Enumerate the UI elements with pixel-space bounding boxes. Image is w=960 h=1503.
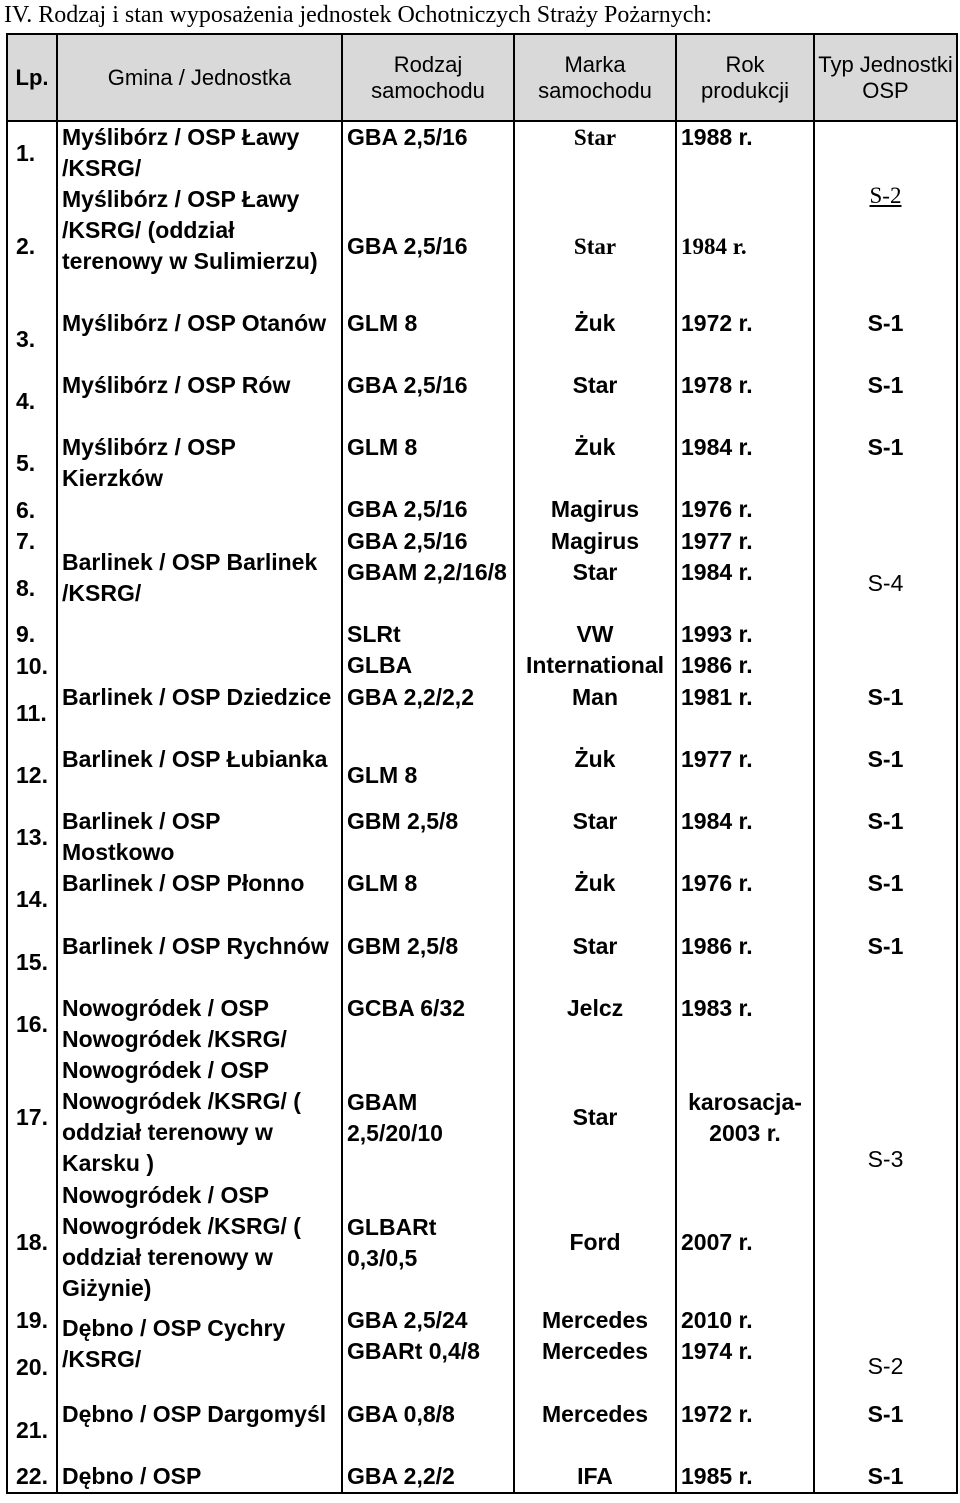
cell-rodzaj: GBA 2,5/16: [342, 121, 514, 184]
cell-gmina: Dębno / OSP Dargomyśl: [57, 1399, 342, 1461]
cell-marka: IFA: [514, 1461, 676, 1493]
cell-rok: 1986 r.: [676, 931, 814, 993]
cell-typ: S-2: [814, 121, 957, 308]
cell-marka: International: [514, 650, 676, 682]
cell-rodzaj: GLM 8: [342, 744, 514, 806]
cell-rodzaj: GBAM 2,5/20/10: [342, 1055, 514, 1180]
cell-rodzaj: GBA 2,2/2,2: [342, 682, 514, 744]
cell-typ: S-3: [814, 993, 957, 1305]
cell-rok: 1993 r.: [676, 619, 814, 650]
cell-marka: Man: [514, 682, 676, 744]
cell-typ: S-4: [814, 494, 957, 682]
cell-marka: Star: [514, 557, 676, 619]
cell-lp: 22.: [7, 1461, 57, 1493]
table-row: [7, 682, 957, 744]
header-typ: Typ Jednostki OSP: [814, 34, 957, 121]
cell-marka: Star: [514, 370, 676, 432]
cell-lp: 3.: [7, 308, 57, 370]
cell-lp: 4.: [7, 370, 57, 432]
cell-lp: 18.: [7, 1180, 57, 1305]
cell-rok: 1986 r.: [676, 650, 814, 682]
cell-marka: Star: [514, 121, 676, 184]
cell-gmina: Myślibórz / OSP Ławy /KSRG/ (oddział terenowy w Sulimierzu): [57, 184, 342, 308]
cell-rok: karosacja-2003 r.: [676, 1055, 814, 1180]
cell-rodzaj: GLBA: [342, 650, 514, 682]
cell-gmina: Dębno / OSP Cychry /KSRG/: [57, 1305, 342, 1399]
cell-lp: 5.: [7, 432, 57, 494]
cell-rodzaj: GBM 2,5/8: [342, 806, 514, 868]
cell-marka: Jelcz: [514, 993, 676, 1055]
table-row: [7, 931, 957, 993]
cell-rodzaj: GLM 8: [342, 432, 514, 494]
cell-gmina: Myślibórz / OSP Otanów: [57, 308, 342, 370]
cell-marka: Mercedes: [514, 1399, 676, 1461]
cell-rodzaj: GBA 0,8/8: [342, 1399, 514, 1461]
cell-rodzaj: GCBA 6/32: [342, 993, 514, 1055]
table-row: [7, 868, 957, 931]
cell-lp: 17.: [7, 1055, 57, 1180]
cell-rodzaj: GBA 2,5/16: [342, 370, 514, 432]
cell-lp: 10.: [7, 650, 57, 682]
cell-rodzaj: GBA 2,5/24: [342, 1305, 514, 1336]
cell-rok: 1984 r.: [676, 806, 814, 868]
cell-lp: 20.: [7, 1336, 57, 1399]
table-row: [7, 308, 957, 370]
cell-lp: 8.: [7, 557, 57, 619]
table-row: [7, 806, 957, 868]
cell-typ: S-1: [814, 432, 957, 494]
cell-gmina: Nowogródek / OSP Nowogródek /KSRG/: [57, 993, 342, 1055]
cell-gmina: Barlinek / OSP Mostkowo: [57, 806, 342, 868]
header-marka: Marka samochodu: [514, 34, 676, 121]
cell-marka: VW: [514, 619, 676, 650]
cell-lp: 19.: [7, 1305, 57, 1336]
table-row: [7, 1461, 957, 1493]
cell-marka: Star: [514, 806, 676, 868]
cell-rodzaj: GBA 2,5/16: [342, 494, 514, 526]
cell-gmina: Nowogródek / OSP Nowogródek /KSRG/ ( oddział terenowy w Karsku ): [57, 1055, 342, 1180]
cell-marka: Żuk: [514, 308, 676, 370]
cell-rok: 1976 r.: [676, 868, 814, 931]
cell-marka: Mercedes: [514, 1305, 676, 1336]
cell-rodzaj: GLM 8: [342, 308, 514, 370]
cell-rodzaj: GLBARt 0,3/0,5: [342, 1180, 514, 1305]
cell-rok: 1977 r.: [676, 526, 814, 557]
equipment-table: [6, 33, 958, 1494]
cell-typ: S-1: [814, 682, 957, 744]
cell-rok: 1984 r.: [676, 432, 814, 494]
cell-rok: 1978 r.: [676, 370, 814, 432]
cell-lp: 14.: [7, 868, 57, 931]
cell-rodzaj: GBA 2,5/16: [342, 526, 514, 557]
cell-typ: S-1: [814, 1399, 957, 1461]
cell-lp: 12.: [7, 744, 57, 806]
cell-marka: Żuk: [514, 432, 676, 494]
cell-rok: 1984 r.: [676, 557, 814, 619]
cell-typ: S-1: [814, 370, 957, 432]
table-row: [7, 432, 957, 494]
header-rodzaj: Rodzaj samochodu: [342, 34, 514, 121]
cell-marka: Ford: [514, 1180, 676, 1305]
cell-rok: 1985 r.: [676, 1461, 814, 1493]
cell-typ: S-1: [814, 931, 957, 993]
cell-rodzaj: GBA 2,5/16: [342, 184, 514, 308]
table-row: [7, 121, 957, 184]
cell-marka: Star: [514, 1055, 676, 1180]
cell-rok: 1972 r.: [676, 1399, 814, 1461]
cell-rodzaj: GBARt 0,4/8: [342, 1336, 514, 1399]
cell-lp: 6.: [7, 494, 57, 526]
cell-gmina: Barlinek / OSP Dziedzice: [57, 682, 342, 744]
cell-marka: Star: [514, 931, 676, 993]
table-row: [7, 1305, 957, 1336]
page-title: IV. Rodzaj i stan wyposażenia jednostek Ochotniczych Straży Pożarnych:: [4, 2, 713, 28]
cell-lp: 7.: [7, 526, 57, 557]
table-row: [7, 494, 957, 526]
cell-rodzaj: GBM 2,5/8: [342, 931, 514, 993]
cell-gmina: Myślibórz / OSP Kierzków: [57, 432, 342, 494]
table-row: [7, 370, 957, 432]
cell-lp: 21.: [7, 1399, 57, 1461]
table-row: [7, 1399, 957, 1461]
cell-rok: 1974 r.: [676, 1336, 814, 1399]
cell-rok: 1988 r.: [676, 121, 814, 184]
cell-lp: 2.: [7, 184, 57, 308]
cell-gmina: Barlinek / OSP Rychnów: [57, 931, 342, 993]
cell-rok: 1977 r.: [676, 744, 814, 806]
cell-rodzaj: SLRt: [342, 619, 514, 650]
table-row: [7, 993, 957, 1055]
header-gmina: Gmina / Jednostka: [57, 34, 342, 121]
cell-marka: Żuk: [514, 868, 676, 931]
cell-gmina: Myślibórz / OSP Ławy /KSRG/: [57, 121, 342, 184]
cell-rok: 2010 r.: [676, 1305, 814, 1336]
cell-rok: 1981 r.: [676, 682, 814, 744]
cell-marka: Mercedes: [514, 1336, 676, 1399]
cell-rok: 1972 r.: [676, 308, 814, 370]
header-row: [7, 34, 957, 121]
cell-typ: S-2: [814, 1305, 957, 1399]
cell-marka: Star: [514, 184, 676, 308]
cell-typ: S-1: [814, 308, 957, 370]
cell-lp: 11.: [7, 682, 57, 744]
cell-lp: 16.: [7, 993, 57, 1055]
cell-lp: 15.: [7, 931, 57, 993]
table-row: [7, 744, 957, 806]
cell-rok: 1983 r.: [676, 993, 814, 1055]
cell-rok: 1984 r.: [676, 184, 814, 308]
cell-gmina: Barlinek / OSP Płonno: [57, 868, 342, 931]
cell-typ: S-1: [814, 1461, 957, 1493]
cell-rodzaj: GBAM 2,2/16/8: [342, 557, 514, 619]
cell-rok: 2007 r.: [676, 1180, 814, 1305]
cell-lp: 13.: [7, 806, 57, 868]
cell-typ: S-1: [814, 806, 957, 868]
cell-typ: S-1: [814, 868, 957, 931]
header-rok: Rok produkcji: [676, 34, 814, 121]
cell-typ: S-1: [814, 744, 957, 806]
cell-rodzaj: GBA 2,2/2: [342, 1461, 514, 1493]
cell-rodzaj: GLM 8: [342, 868, 514, 931]
cell-marka: Magirus: [514, 494, 676, 526]
cell-gmina: Barlinek / OSP Barlinek /KSRG/: [57, 494, 342, 682]
cell-marka: Magirus: [514, 526, 676, 557]
cell-rok: 1976 r.: [676, 494, 814, 526]
cell-lp: 9.: [7, 619, 57, 650]
cell-gmina: Myślibórz / OSP Rów: [57, 370, 342, 432]
cell-lp: 1.: [7, 121, 57, 184]
cell-marka: Żuk: [514, 744, 676, 806]
cell-gmina: Dębno / OSP: [57, 1461, 342, 1493]
cell-gmina: Nowogródek / OSP Nowogródek /KSRG/ ( oddział terenowy w Giżynie): [57, 1180, 342, 1305]
cell-gmina: Barlinek / OSP Łubianka: [57, 744, 342, 806]
header-lp: Lp.: [7, 34, 57, 121]
